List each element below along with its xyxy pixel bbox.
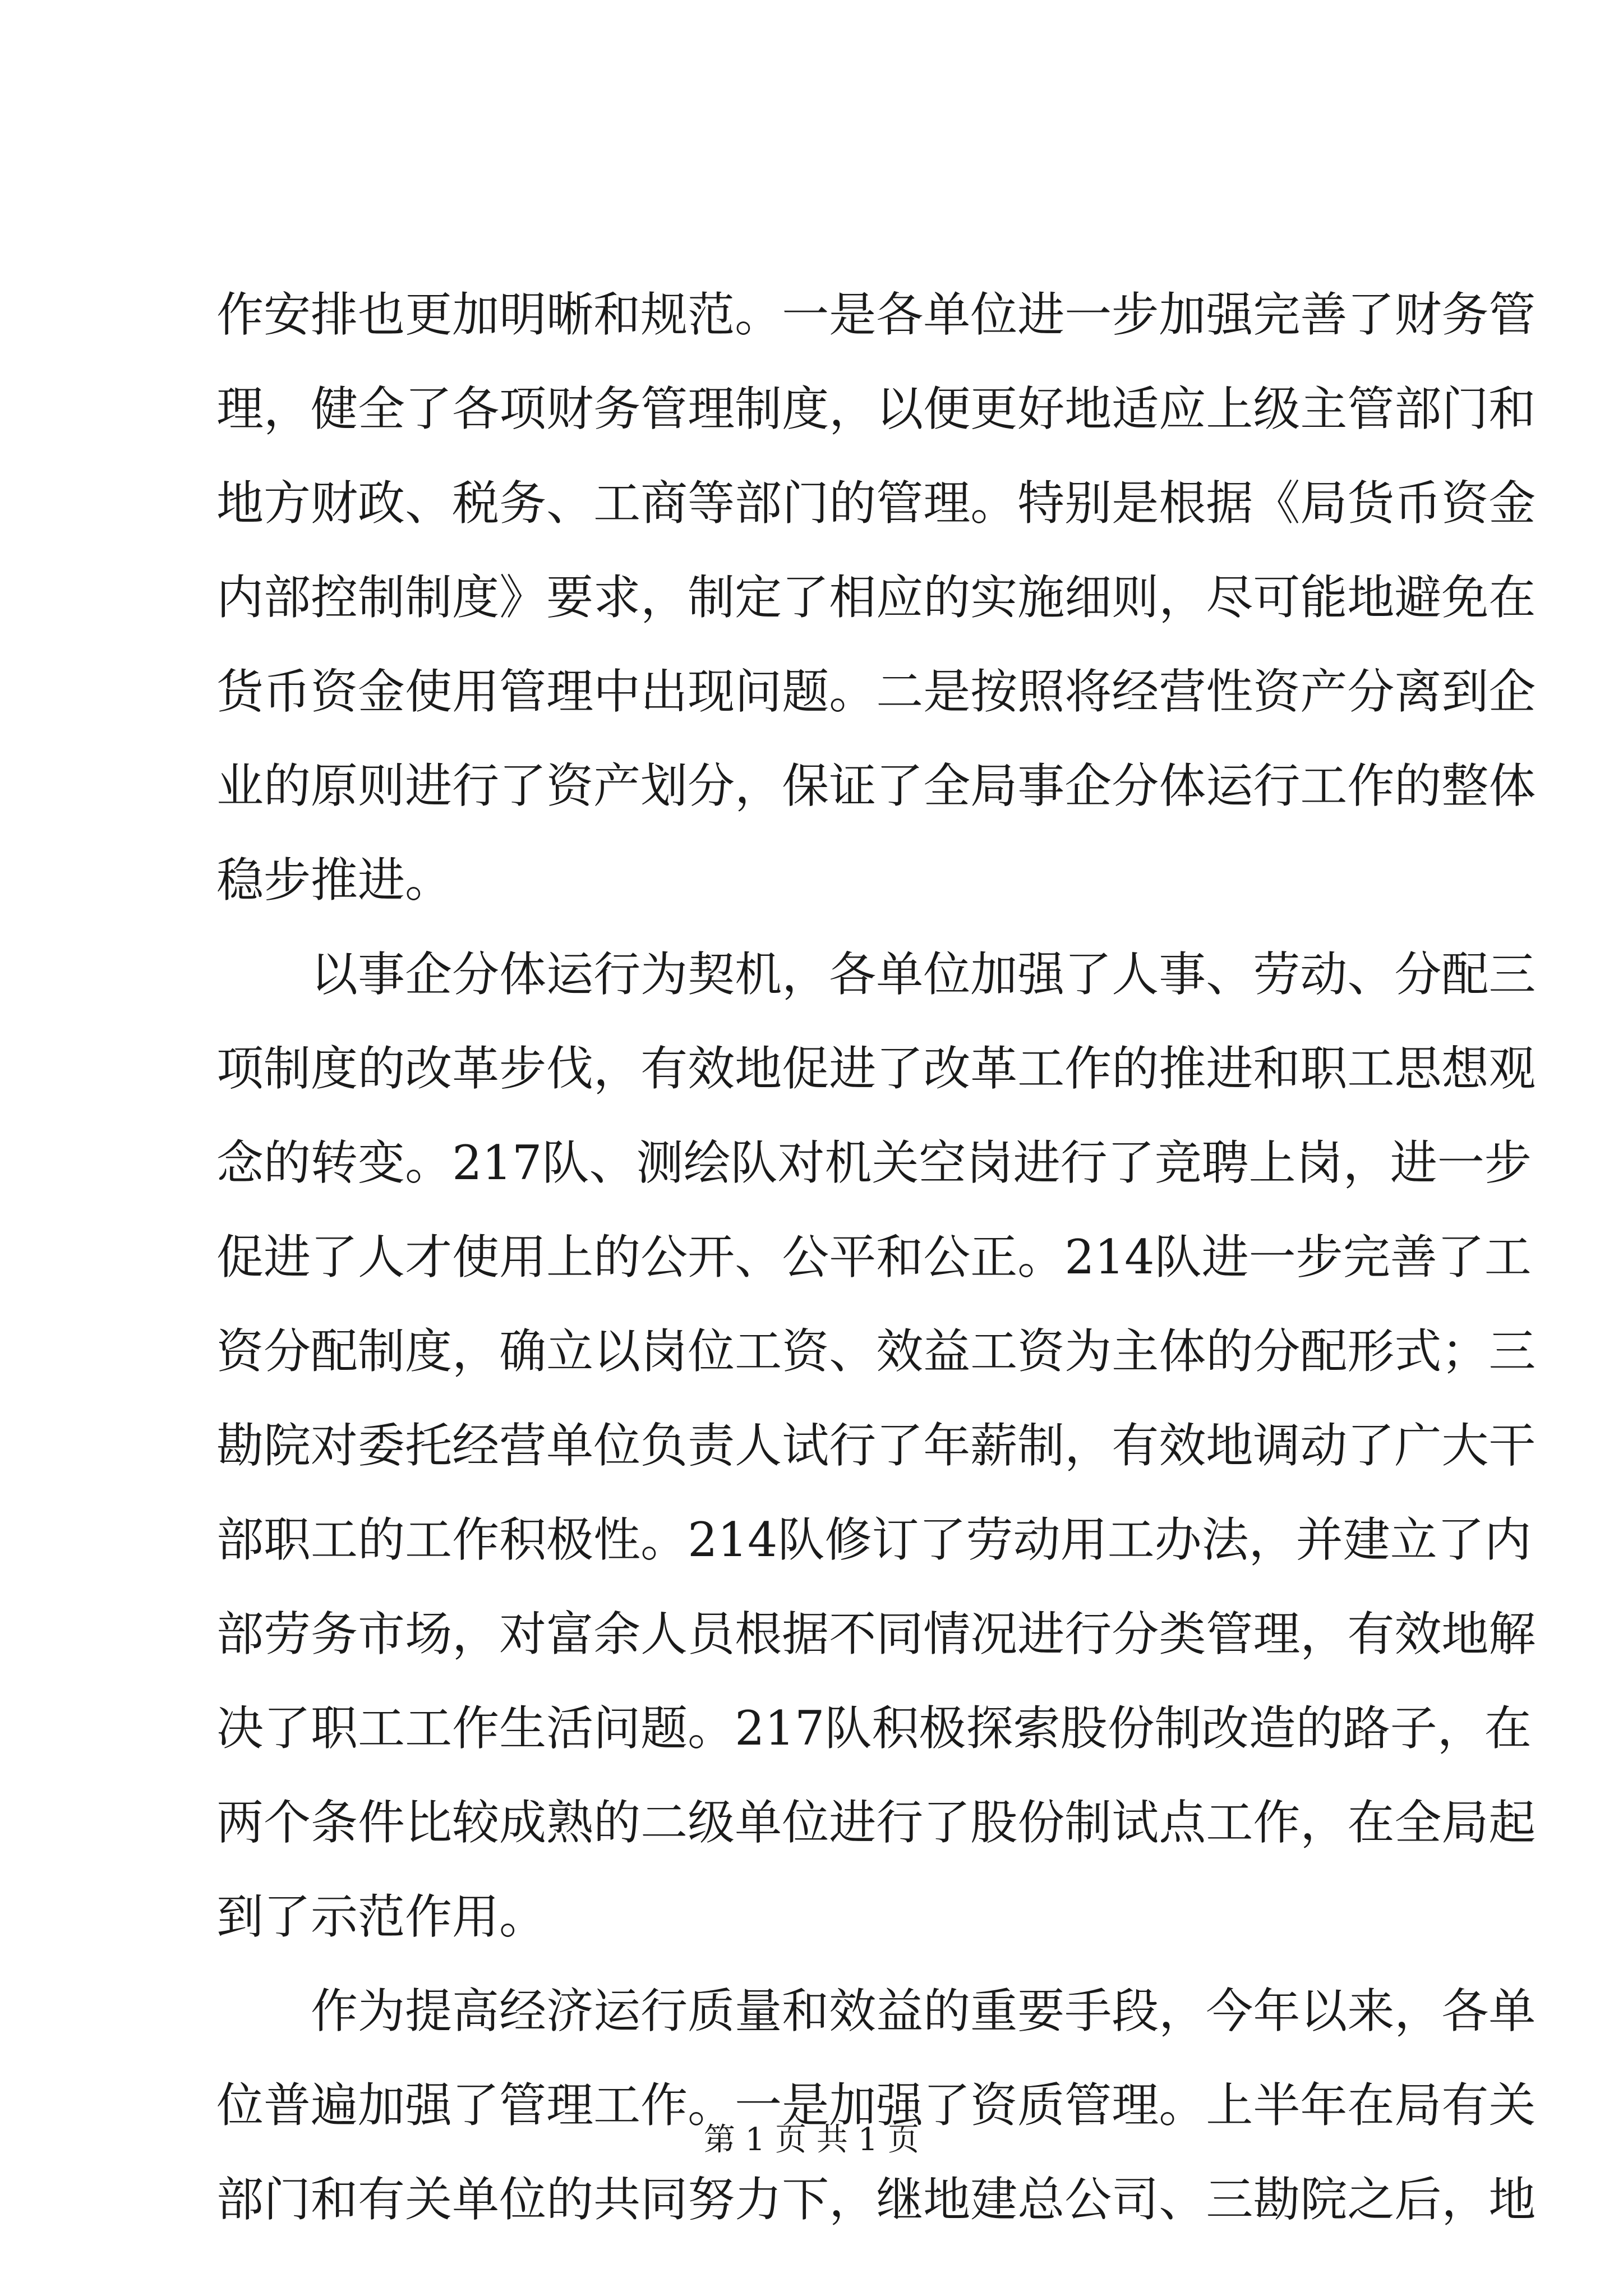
text-line: 地 方 财 政 、 税 务 、 工 商 等 部 门 的 管 理 。 特 别 是 根 据 《 局 货 币 资 金 — [216, 476, 1536, 531]
text-line: 内 部 控 制 制 度 》 要 求 ， 制 定 了 相 应 的 实 施 细 则 ， 尽 可 能 地 避 免 在 — [216, 570, 1536, 625]
text-line: 项 制 度 的 改 革 步 伐 ， 有 效 地 促 进 了 改 革 工 作 的 推 进 和 职 工 思 想 观 — [216, 1041, 1536, 1096]
page-footer: 第 1 页 共 1 页 — [703, 2122, 920, 2158]
text-line: 念 的 转 变 。 217 队 、 测 绘 队 对 机 关 空 岗 进 行 了 竞 聘 上 岗 ， 进 一 步 — [216, 1135, 1532, 1190]
text-line: 业 的 原 则 进 行 了 资 产 划 分 ， 保 证 了 全 局 事 企 分 体 运 行 工 作 的 整 体 — [216, 758, 1536, 813]
text-line: 理 ， 健 全 了 各 项 财 务 管 理 制 度 ， 以 便 更 好 地 适 应 上 级 主 管 部 门 和 — [216, 381, 1536, 436]
paragraph-first-line: 作 为 提 高 经 济 运 行 质 量 和 效 益 的 重 要 手 段 ， 今 年 以 来 ， 各 单 — [311, 1984, 1536, 2039]
text-line: 部 职 工 的 工 作 积 极 性 。 214 队 修 订 了 劳 动 用 工 办 法 ， 并 建 立 了 内 — [216, 1512, 1532, 1567]
text-line: 促 进 了 人 才 使 用 上 的 公 开 、 公 平 和 公 正 。 214 队 进 一 步 完 善 了 工 — [216, 1230, 1532, 1285]
text-line: 货 币 资 金 使 用 管 理 中 出 现 问 题 。 二 是 按 照 将 经 营 性 资 产 分 离 到 企 — [216, 664, 1536, 719]
text-line: 位 普 遍 加 强 了 管 理 工 作 。 一 是 加 强 了 资 质 管 理 。 上 半 年 在 局 有 关 — [216, 2078, 1536, 2133]
text-line: 作 安 排 也 更 加 明 晰 和 规 范 。 一 是 各 单 位 进 一 步 加 强 完 善 了 财 务 管 — [216, 287, 1536, 342]
text-line: 部 劳 务 市 场 ， 对 富 余 人 员 根 据 不 同 情 况 进 行 分 类 管 理 ， 有 效 地 解 — [216, 1607, 1536, 1662]
paragraph-first-line: 以 事 企 分 体 运 行 为 契 机 ， 各 单 位 加 强 了 人 事 、 劳 动 、 分 配 三 — [311, 947, 1536, 1002]
text-line: 两 个 条 件 比 较 成 熟 的 二 级 单 位 进 行 了 股 份 制 试 点 工 作 ， 在 全 局 起 — [216, 1795, 1536, 1850]
text-line: 部 门 和 有 关 单 位 的 共 同 努 力 下 ， 继 地 建 总 公 司 、 三 勘 院 之 后 ， 地 — [216, 2172, 1536, 2227]
text-line: 稳步推进。 — [216, 853, 453, 908]
text-line: 到了示范作用。 — [216, 1889, 547, 1944]
text-line: 勘 院 对 委 托 经 营 单 位 负 责 人 试 行 了 年 薪 制 ， 有 效 地 调 动 了 广 大 干 — [216, 1418, 1536, 1473]
text-line: 决 了 职 工 工 作 生 活 问 题 。 217 队 积 极 探 索 股 份 制 改 造 的 路 子 ， 在 — [216, 1701, 1532, 1756]
text-line: 资 分 配 制 度 ， 确 立 以 岗 位 工 资 、 效 益 工 资 为 主 体 的 分 配 形 式 ； 三 — [216, 1324, 1536, 1379]
